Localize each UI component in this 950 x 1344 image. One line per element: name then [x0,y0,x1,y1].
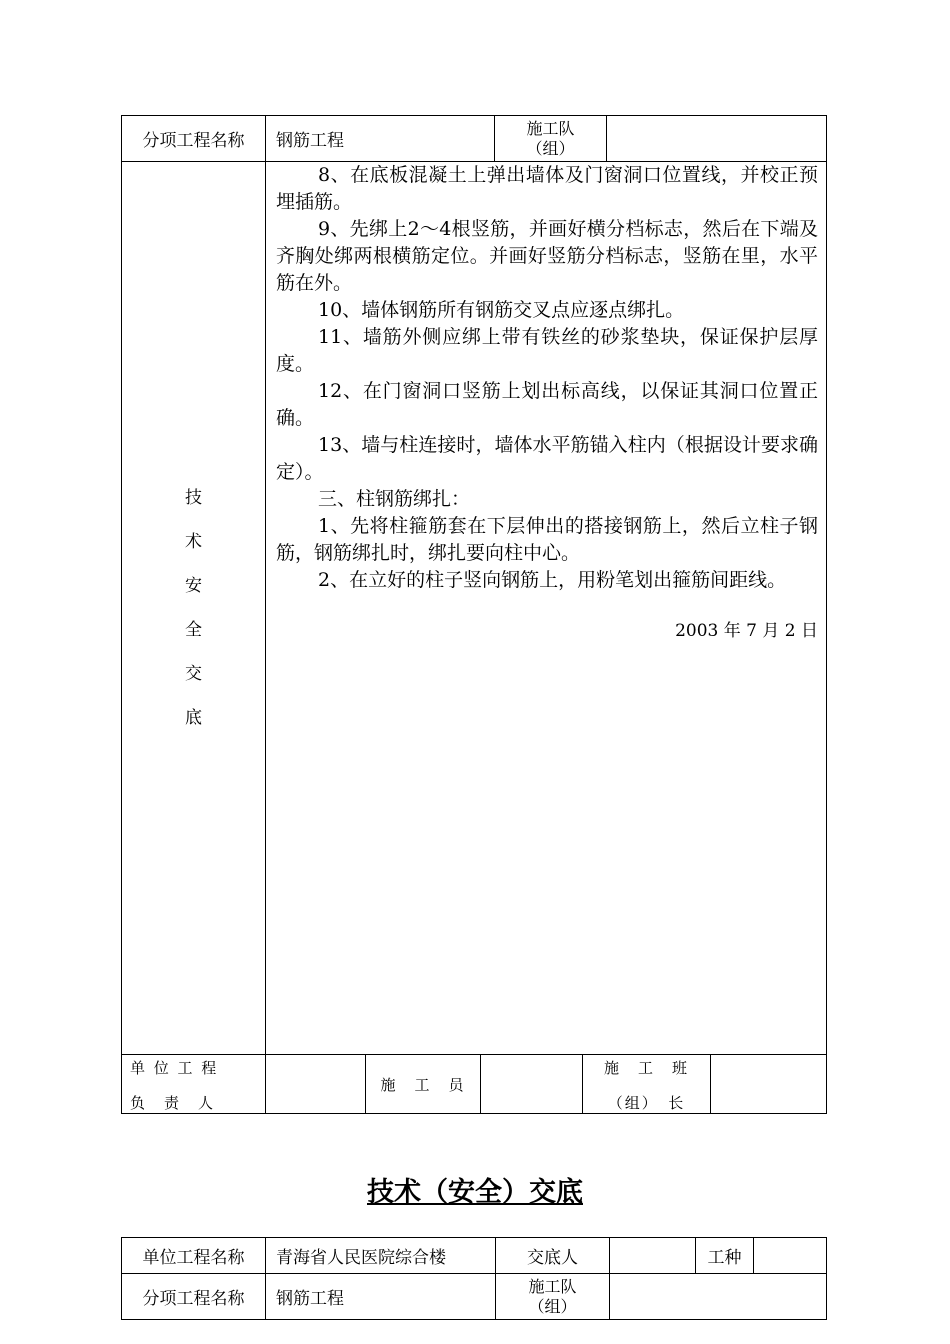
team-leader-value [711,1055,827,1114]
unit-project-head-label [122,1055,266,1114]
unit-head-line2: 负 责 人 [130,1094,216,1112]
team-leader-line2: （组） 长 [607,1094,686,1112]
discloser-value [610,1238,696,1274]
side-char: 技 [185,488,202,508]
unit-project-head-value [266,1055,366,1114]
side-char: 全 [185,620,202,640]
paragraph: 12、在门窗洞口竖筋上划出标高线，以保证其洞口位置正确。 [276,380,819,429]
construction-team-value-2 [610,1274,827,1320]
subproject-name-value: 钢筋工程 [266,116,495,162]
team-label-line2: （组） [528,1296,577,1316]
constructor-label: 施 工 员 [366,1055,481,1114]
construction-team-label [495,116,607,162]
subproject-name-label: 分项工程名称 [122,116,266,162]
paragraph: 13、墙与柱连接时，墙体水平筋锚入柱内（根据设计要求确定）。 [276,434,819,483]
work-type-label: 工种 [696,1238,754,1274]
subproject-name-label-2: 分项工程名称 [122,1274,266,1320]
team-leader-line1: 施 工 班 [604,1059,690,1077]
side-char: 交 [185,664,202,684]
paragraph: 三、柱钢筋绑扎： [318,488,471,510]
work-type-value [754,1238,827,1274]
unit-project-name-label: 单位工程名称 [122,1238,266,1274]
discloser-label: 交底人 [496,1238,610,1274]
side-char: 安 [185,576,202,596]
project-info-table [121,1237,827,1320]
disclosure-table [121,115,827,1114]
disclosure-date: 2003 年 7 月 2 日 [675,621,819,641]
construction-team-label-2 [496,1274,610,1320]
page-title: 技术（安全）交底 [367,1177,583,1208]
team-label-line1: 施工队 [528,1276,577,1296]
paragraph: 9、先绑上2～4根竖筋，并画好横分档标志，然后在下端及齐胸处绑两根横筋定位。并画好竖筋分档标志，竖筋在里，水平筋在外。 [276,218,819,294]
subproject-name-value-2: 钢筋工程 [266,1274,496,1320]
side-char: 底 [185,708,202,728]
paragraph: 8、在底板混凝土上弹出墙体及门窗洞口位置线，并校正预埋插筋。 [276,164,819,213]
paragraph: 2、在立好的柱子竖向钢筋上，用粉笔划出箍筋间距线。 [318,569,787,591]
paragraph: 10、墙体钢筋所有钢筋交叉点应逐点绑扎。 [318,299,685,321]
team-label-line2: （组） [526,138,575,158]
side-char: 术 [185,532,202,552]
unit-head-line1: 单 位 工 程 [130,1059,219,1077]
paragraph: 1、先将柱箍筋套在下层伸出的搭接钢筋上，然后立柱子钢筋，钢筋绑扎时，绑扎要向柱中心。 [276,515,819,564]
disclosure-content [266,162,827,1055]
constructor-value [481,1055,583,1114]
paragraph: 11、墙筋外侧应绑上带有铁丝的砂浆垫块，保证保护层厚度。 [276,326,819,375]
team-label-line1: 施工队 [526,118,575,138]
construction-team-value [607,116,827,162]
team-leader-label [583,1055,711,1114]
unit-project-name-value: 青海省人民医院综合楼 [266,1238,496,1274]
technical-safety-disclosure-label [122,162,266,1055]
